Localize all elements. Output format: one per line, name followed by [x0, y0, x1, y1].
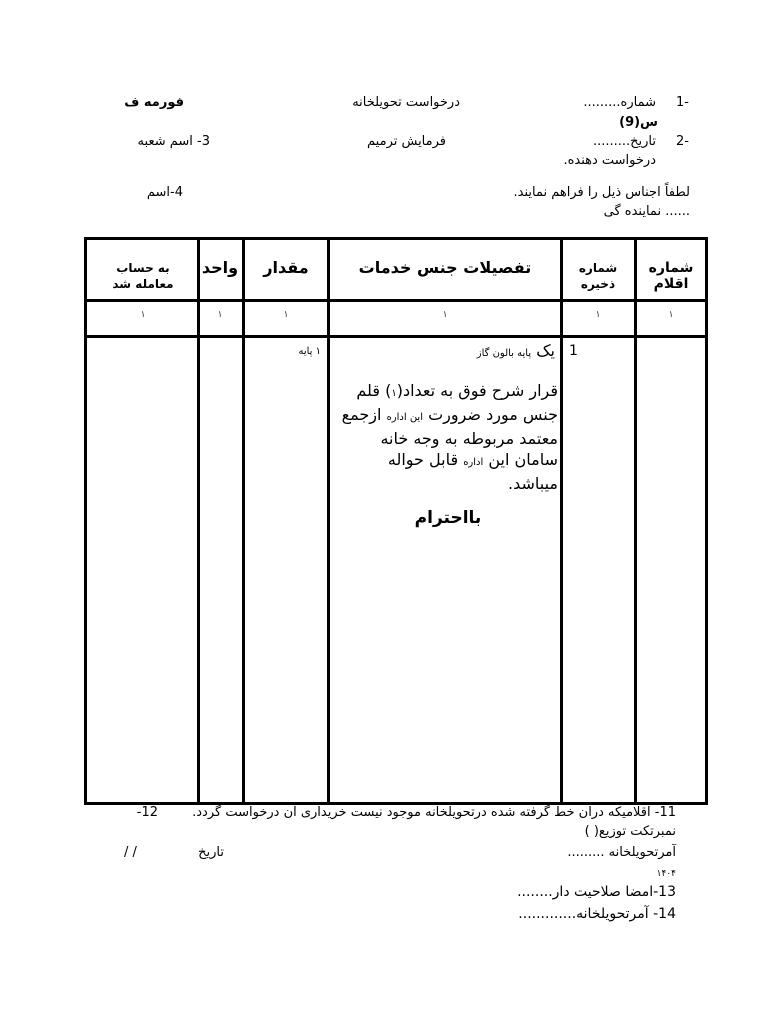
description-main: یک: [536, 341, 555, 360]
distribution-ticket: نمبرتکت توزیع( ): [584, 824, 676, 839]
col-divider: [242, 240, 245, 802]
row-divider: [87, 299, 705, 302]
body-line-a: قرار شرح فوق به تعداد(: [396, 381, 558, 400]
header-item-count: شماره اقلام: [648, 260, 694, 292]
index-mark: ۱: [668, 310, 674, 320]
row-divider: [87, 335, 705, 338]
form-name: فورمه ف: [124, 95, 184, 110]
name-label: 4-اسم: [146, 185, 183, 200]
row-item-number: 1: [569, 343, 578, 359]
footer-date-slashes: / /: [124, 845, 137, 860]
col-divider: [634, 240, 637, 802]
representative-label: ...... نماینده گی: [603, 204, 690, 219]
body-line-d: قابل حواله میباشد.: [387, 450, 558, 493]
footer-item-11: 11- اقلامیکه دران خط گرفته شده درتحویلخانه موجود نیست خریداری آن درخواست گردد.: [192, 805, 676, 820]
body-office-1: این اداره: [386, 412, 423, 423]
description-handwritten: پایه بالون گاز: [476, 348, 532, 359]
index-mark: ۱: [283, 310, 289, 320]
header-description: تفصیلات جنس خدمات: [358, 258, 532, 277]
item-2-number: 2-: [676, 134, 689, 149]
regards-text: بااحترام: [414, 508, 482, 528]
row-quantity: ۱ پایه: [298, 346, 321, 357]
header-store-number: شماره ذخیره: [578, 261, 618, 291]
body-line-c: ازجمع معتمد مربوطه به وجه خانه سامان این: [341, 405, 558, 469]
number-label: شماره.........: [583, 95, 656, 110]
footer-item-12: 12-: [136, 805, 158, 820]
body-office-2: اداره: [463, 457, 484, 468]
footer-date-label: تاریخ: [198, 845, 224, 860]
index-mark: ۱: [217, 310, 223, 320]
header-quantity: مقدار: [263, 258, 309, 277]
footer-item-14: 14- آمرتحویلخانه.............: [518, 906, 676, 922]
date-label: تاریخ.........: [592, 134, 656, 149]
store-chief-label: آمرتحویلخانه .........: [567, 845, 676, 860]
repair-order: فرمایش ترمیم: [367, 134, 446, 149]
body-line-b: ) قلم جنس مورد ضرورت: [356, 381, 558, 424]
index-mark: ۱: [442, 310, 448, 320]
footer-item-13: 13-امضا صلاحیت دار........: [517, 884, 676, 900]
index-mark: ۱: [140, 310, 146, 320]
request-title: درخواست تحویلخانه: [352, 95, 460, 110]
col-divider: [327, 240, 330, 802]
header-unit: واحد: [201, 258, 239, 277]
branch-name-label: 3- اسم شعبه: [137, 134, 210, 149]
index-mark: ۱: [595, 310, 601, 320]
form-table: [84, 237, 708, 805]
item-1-number: 1-: [676, 95, 689, 110]
please-provide-text: لطفاً اجناس ذیل را فراهم نمایند.: [513, 185, 690, 200]
form-code: س(9): [619, 115, 658, 130]
col-divider: [560, 240, 563, 802]
body-count: ۱: [391, 388, 397, 399]
request-body: [334, 380, 558, 494]
row-description: [477, 341, 555, 360]
col-divider: [197, 240, 200, 802]
requester-label: درخواست دهنده.: [563, 153, 656, 168]
header-account: به حساب معامله شد: [112, 261, 174, 291]
footer-year: ۱۴۰۴: [656, 869, 676, 879]
